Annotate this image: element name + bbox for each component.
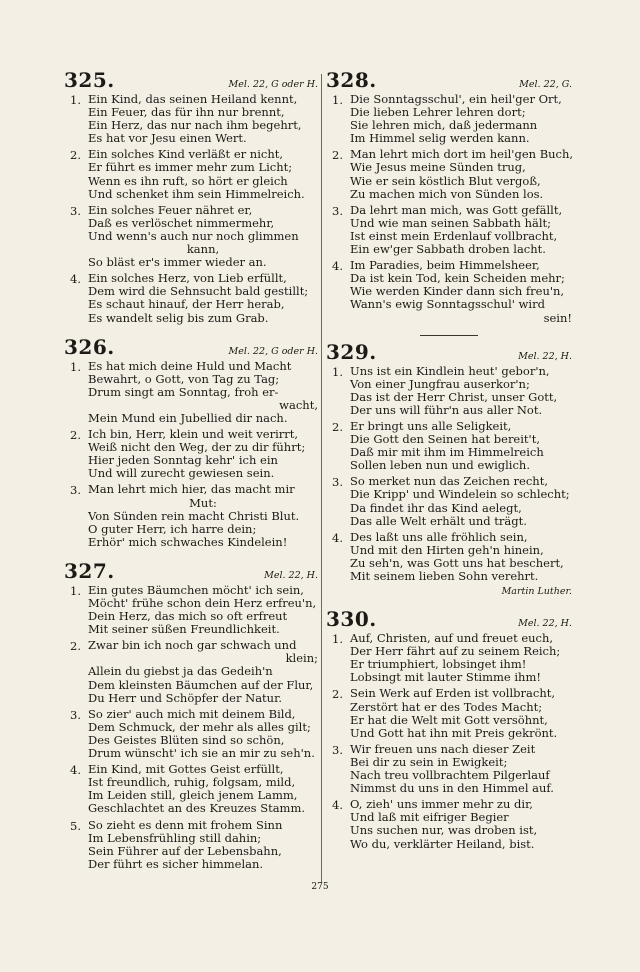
verse-line: Ein solches Kind verläßt er nicht, (88, 147, 284, 162)
verse-line: Die Gott den Seinen hat bereit't, (350, 432, 540, 447)
verse-line: Ein ew'ger Sabbath droben lacht. (350, 242, 546, 257)
verse (64, 93, 318, 145)
verse-line: wacht, (279, 397, 318, 412)
hymn-header (326, 607, 572, 631)
verse-line: Und mit den Hirten geh'n hinein, (350, 542, 544, 557)
verse-line: Ein Feuer, das für ihn nur brennt, (88, 105, 285, 120)
verse-line: Im Lebensfrühling still dahin; (88, 830, 262, 845)
verse-line: So zieht es denn mit frohem Sinn (88, 817, 283, 832)
verse-number: 4. (332, 530, 343, 545)
verse (64, 428, 318, 480)
verse-line: Sollen leben nun und ewiglich. (350, 458, 530, 473)
melody-reference: Mel. 22, H. (264, 569, 318, 581)
hymn (326, 68, 572, 325)
page-number: 275 (311, 882, 329, 892)
verse-line: Und wenn's auch nur noch glimmen (88, 228, 299, 243)
verse-line: Geschlachtet an des Kreuzes Stamm. (88, 801, 306, 816)
verse-number: 3. (70, 203, 81, 218)
verse-line: Wie er sein köstlich Blut vergoß, (350, 173, 541, 188)
verse-line: Dem Schmuck, der mehr als alles gilt; (88, 719, 311, 734)
verse-number: 1. (332, 93, 343, 107)
verse-line: So zier' auch mich mit deinem Bild, (88, 706, 296, 721)
verse-line: Wann's ewig Sonntagsschul' wird (350, 297, 545, 312)
verse (64, 360, 318, 425)
verse-line: Sein Werk auf Erden ist vollbracht, (350, 686, 556, 701)
hymn (64, 68, 318, 325)
verse-line: Und schenket ihm sein Himmelreich. (88, 186, 305, 201)
hymn-header (64, 68, 318, 92)
verse-number: 3. (332, 742, 343, 757)
verse-line: Ich bin, Herr, klein und weit verirrt, (88, 427, 299, 442)
verse-line: Möcht' frühe schon dein Herz erfreu'n, (88, 596, 317, 610)
verse-line: Sie lehren mich, daß jedermann (350, 118, 538, 133)
verse-number: 2. (332, 148, 343, 163)
verse-line: Es hat mich deine Huld und Macht (88, 358, 292, 373)
verse (326, 420, 572, 472)
verse (326, 632, 572, 684)
verse-line: Mit seiner süßen Freundlichkeit. (88, 622, 280, 637)
verse-line: O, zieh' uns immer mehr zu dir, (350, 797, 533, 812)
verse-line: Des laßt uns alle fröhlich sein, (350, 529, 528, 544)
verse-line: Zu seh'n, was Gott uns hat beschert, (350, 555, 564, 570)
verse-line: Ist einst mein Erdenlauf vollbracht, (350, 228, 558, 243)
verse-number: 3. (70, 483, 81, 498)
verse-line: Die Kripp' und Windelein so schlecht; (350, 487, 570, 502)
verse-line: Ein solches Feuer nähret er, (88, 202, 253, 217)
verse-line: Von Sünden rein macht Christi Blut. (88, 508, 300, 523)
verse-line: Der führt es sicher himmelan. (88, 856, 264, 871)
verse-line: Und will zurecht gewiesen sein. (88, 466, 275, 481)
verse-line: Allein du giebst ja das Gedeih'n (88, 664, 273, 679)
verse-line: Ein Kind, mit Gottes Geist erfüllt, (88, 762, 284, 777)
verse-line: Bewahrt, o Gott, von Tag zu Tag; (88, 371, 280, 386)
verse-line: Das alle Welt erhält und trägt. (350, 513, 527, 528)
verse-number: 4. (332, 798, 343, 813)
verse-line: Im Himmel selig werden kann. (350, 131, 530, 146)
verse-line: Man lehrt mich dort im heil'gen Buch, (350, 147, 574, 162)
left-column (64, 68, 318, 881)
verse-line: Wie Jesus meine Sünden trug, (350, 160, 526, 175)
verse-line: Du Herr und Schöpfer der Natur. (88, 690, 282, 705)
hymn-author: Martin Luther. (501, 586, 572, 598)
verse-line: Es wandelt selig bis zum Grab. (88, 310, 269, 325)
verse-line: Der Herr fährt auf zu seinem Reich; (350, 644, 561, 659)
hymn (64, 335, 318, 549)
verse-line: Des Geistes Blüten sind so schön, (88, 732, 285, 747)
verse-line: O guter Herr, ich harre dein; (88, 521, 257, 536)
verse-line: Dem wird die Sehnsucht bald gestillt; (88, 284, 309, 299)
hymn (326, 607, 572, 851)
verse-line: Wo du, verklärter Heiland, bist. (350, 836, 535, 851)
verse-line: Und laß mit eifriger Begier (350, 810, 509, 825)
hymn-number: 327. (64, 558, 115, 583)
verse (64, 483, 318, 548)
verse-line: Wir freuen uns nach dieser Zeit (350, 741, 536, 756)
verse-line: Daß mir mit ihm im Himmelreich (350, 445, 544, 460)
hymn-number: 326. (64, 334, 115, 359)
verse-line: Da lehrt man mich, was Gott gefällt, (350, 202, 563, 217)
verse-number: 1. (70, 583, 81, 598)
hymn-header (64, 335, 318, 359)
verse-line: Wenn es ihn ruft, so hört er gleich (88, 173, 288, 188)
melody-reference: Mel. 22, H. (518, 350, 572, 362)
verse-line: Er triumphiert, lobsinget ihm! (350, 657, 527, 672)
verse (326, 148, 572, 200)
hymn-header (64, 559, 318, 583)
verse-line: Drum wünscht' ich sie an mir zu seh'n. (88, 746, 315, 761)
verse (326, 798, 572, 850)
verse-line: Die Sonntagsschul', ein heil'ger Ort, (350, 92, 562, 106)
verse-line: Dein Herz, das mich so oft erfreut (88, 609, 288, 624)
verse (326, 365, 572, 417)
verse-line: Ein Kind, das seinen Heiland kennt, (88, 92, 298, 106)
verse-line: Er führt es immer mehr zum Licht; (88, 160, 293, 175)
verse-number: 3. (70, 707, 81, 722)
verse-number: 1. (70, 93, 81, 107)
hymn-number: 328. (326, 68, 377, 92)
verse-line: Es schaut hinauf, der Herr herab, (88, 297, 285, 312)
verse-line: Mein Mund ein Jubellied dir nach. (88, 410, 288, 425)
verse-line: Uns ist ein Kindlein heut' gebor'n, (350, 363, 550, 378)
verse (64, 148, 318, 200)
verse-line: klein; (285, 651, 318, 666)
section-separator (420, 335, 478, 336)
verse-line: Von einer Jungfrau auserkor'n; (350, 376, 530, 391)
verse (326, 204, 572, 256)
verse-line: Sein Führer auf der Lebensbahn, (88, 843, 282, 858)
verse-line: Zwar bin ich noch gar schwach und (88, 638, 297, 653)
verse-line: Mit seinem lieben Sohn verehrt. (350, 569, 539, 583)
verse-number: 1. (70, 359, 81, 374)
verse-line: Ein Herz, das nur nach ihm begehrt, (88, 118, 302, 133)
verse-number: 4. (70, 763, 81, 778)
verse-line: Ein solches Herz, von Lieb erfüllt, (88, 271, 287, 286)
verse-line: Wie werden Kinder dann sich freu'n, (350, 284, 565, 299)
melody-reference: Mel. 22, G oder H. (228, 79, 318, 90)
verse (64, 763, 318, 815)
verse-number: 2. (70, 639, 81, 654)
hymn-header (326, 68, 572, 92)
verse-line: Er hat die Welt mit Gott versöhnt, (350, 712, 548, 727)
verse-number: 2. (332, 419, 343, 434)
verse-line: Bei dir zu sein in Ewigkeit; (350, 754, 508, 769)
verse-number: 2. (70, 148, 81, 163)
verse-line: Da findet ihr das Kind aelegt, (350, 500, 522, 515)
hymn-number: 325. (64, 68, 115, 92)
verse-line: Erhör' mich schwaches Kindelein! (88, 534, 288, 549)
verse-line: Uns suchen nur, was droben ist, (350, 823, 538, 838)
verse (64, 584, 318, 636)
verse (64, 639, 318, 704)
verse-line: Und wie man seinen Sabbath hält; (350, 215, 552, 230)
verse-line: Man lehrt mich hier, das macht mir (88, 482, 295, 497)
verse-number: 1. (332, 364, 343, 379)
verse-line: Zu machen mich von Sünden los. (350, 186, 544, 201)
verse-line: sein! (543, 310, 572, 325)
verse (64, 819, 318, 871)
verse-number: 2. (70, 428, 81, 443)
verse-line: Ist freundlich, ruhig, folgsam, mild, (88, 775, 296, 790)
column-divider (321, 74, 322, 882)
verse-line: Im Leiden still, gleich jenem Lamm, (88, 788, 298, 803)
verse-line: Lobsingt mit lauter Stimme ihm! (350, 670, 541, 685)
hymn-number: 329. (326, 339, 377, 364)
verse-line: Er bringt uns alle Seligkeit, (350, 418, 512, 433)
hymn-number: 330. (326, 607, 377, 632)
hymn (64, 559, 318, 871)
verse-line: Zerstört hat er des Todes Macht; (350, 699, 543, 714)
verse-line: Der uns will führ'n aus aller Not. (350, 402, 543, 417)
verse-line: Hier jeden Sonntag kehr' ich ein (88, 453, 278, 468)
verse (326, 259, 572, 324)
verse-number: 3. (332, 475, 343, 490)
verse (64, 272, 318, 324)
verse-number: 4. (332, 259, 343, 274)
verse (326, 93, 572, 145)
verse-line: So merket nun das Zeichen recht, (350, 474, 548, 489)
verse-line: Da ist kein Tod, kein Scheiden mehr; (350, 271, 565, 286)
verse-line: Es hat vor Jesu einen Wert. (88, 131, 247, 146)
verse (326, 743, 572, 795)
hymn (326, 340, 572, 598)
verse-line: Und Gott hat ihn mit Preis gekrönt. (350, 725, 558, 740)
verse (64, 204, 318, 269)
verse-line: Daß es verlöschet nimmermehr, (88, 215, 275, 230)
verse-line: Ein gutes Bäumchen möcht' ich sein, (88, 582, 304, 597)
hymn-header (326, 340, 572, 364)
verse-line: Die lieben Lehrer lehren dort; (350, 105, 526, 120)
verse-number: 2. (332, 687, 343, 702)
verse-line: Im Paradies, beim Himmelsheer, (350, 258, 540, 273)
verse (326, 687, 572, 739)
verse-number: 4. (70, 272, 81, 287)
melody-reference: Mel. 22, G oder H. (228, 345, 318, 357)
verse-number: 1. (332, 632, 343, 647)
verse-line: kann, (186, 242, 220, 257)
verse-number: 3. (332, 203, 343, 218)
verse-line: Auf, Christen, auf und freuet euch, (350, 631, 554, 646)
melody-reference: Mel. 22, H. (518, 618, 572, 630)
verse-line: Das ist der Herr Christ, unser Gott, (350, 389, 558, 404)
verse (326, 531, 572, 583)
verse-line: Nimmst du uns in den Himmel auf. (350, 781, 554, 796)
verse (326, 475, 572, 527)
melody-reference: Mel. 22, G. (519, 79, 572, 90)
verse (64, 708, 318, 760)
verse-line: So bläst er's immer wieder an. (88, 255, 267, 270)
right-column (326, 68, 572, 861)
verse-number: 5. (70, 818, 81, 833)
verse-line: Mut: (189, 495, 217, 510)
verse-line: Dem kleinsten Bäumchen auf der Flur, (88, 677, 314, 692)
verse-line: Weiß nicht den Weg, der zu dir führt; (88, 440, 306, 455)
verse-line: Drum singt am Sonntag, froh er- (88, 384, 279, 399)
verse-line: Nach treu vollbrachtem Pilgerlauf (350, 768, 550, 783)
